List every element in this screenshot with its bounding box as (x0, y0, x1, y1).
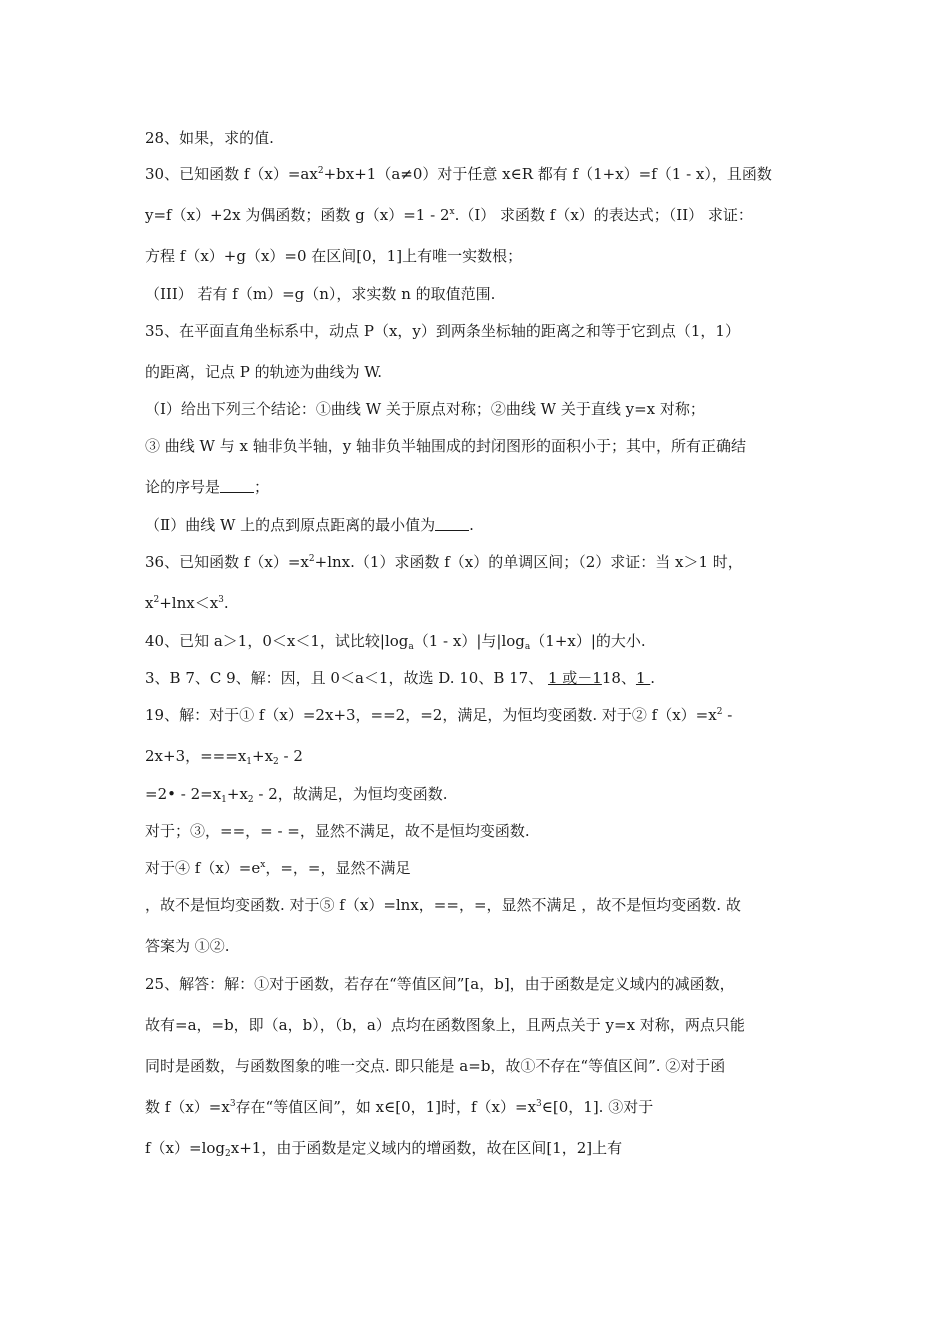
question-35-line-4: ③ 曲线 W 与 x 轴非负半轴，y 轴非负半轴围成的封闭图形的面积小于；其中，所有正确结 (145, 437, 746, 455)
answer-25-line-2: 故有=a，=b，即（a，b），（b，a）点均在函数图象上，且两点关于 y=x 对称，两点只能 (145, 1016, 745, 1034)
answer-19-line-5: 对于④ $f(x)=e^x$，=，=，显然不满足 (145, 859, 411, 877)
question-35-line-6: （Ⅱ）曲线 W 上的点到原点距离的最小值为 . (145, 516, 474, 534)
answer-19-line-6: ，故不是恒均变函数. 对于⑤ f（x）=lnx，==，=，显然不满足 ，故不是恒均变函数. 故 (145, 896, 741, 914)
question-35-line-2: 的距离，记点 P 的轨迹为曲线为 W. (145, 363, 382, 381)
answer-blank (435, 516, 469, 531)
answer-25-line-4: 数 $f(x)=x^3$存在“等值区间”，如 x∈[0，1]时，$f(x)=x^3\in[0$，1]. ③对于 (145, 1098, 654, 1116)
question-36-line-2: $x^2+\ln x<x^3$. (145, 594, 229, 612)
question-40: 40、已知 a＞1，0＜x＜1，试比较$|\log_a(1 - x)|$与$|\log_a(1+x)|$的大小. (145, 632, 646, 652)
answer-25-line-1: 25、解答：解：①对于函数，若存在“等值区间”[a，b]，由于函数是定义域内的减函数， (145, 975, 735, 993)
answer-19-line-2: 2x+3，$===x_1+x_2 - 2$ (145, 747, 303, 767)
question-35-line-1: 35、在平面直角坐标系中，动点 P（x，y）到两条坐标轴的距离之和等于它到点（1，1） (145, 322, 740, 340)
question-30-line-4: （III） 若有 f（m）=g（n），求实数 n 的取值范围. (145, 285, 496, 303)
answer-19-line-7: 答案为 ①②. (145, 937, 230, 955)
question-35-line-5: 论的序号是 ； (145, 478, 270, 496)
answer-blank (220, 478, 254, 493)
answer-19-line-3: =2• - $2=x_1+x_2 - 2$，故满足，为恒均变函数. (145, 785, 448, 805)
question-30-line-2: y=f（x）+2x 为偶函数；函数 g（x）=1 - 2$^x$.（I） 求函数 f（x）的表达式；（II） 求证： (145, 206, 753, 224)
question-30-line-1: 30、已知函数 $f(x)=ax^2+bx+1(a\ne 0)$对于任意 x∈R 都有 f（1+x）=f（1 - x），且函数 (145, 165, 772, 183)
answer-25-line-3: 同时是函数，与函数图象的唯一交点. 即只能是 a=b，故①不存在“等值区间”. ②对于函 (145, 1057, 726, 1075)
answers-3-18: 3、B 7、C 9、解：因，且 0＜a＜1，故选 D. 10、B 17、 1 或－118、1 . (145, 669, 656, 687)
answer-19-line-4: 对于；③，==，= - =，显然不满足，故不是恒均变函数. (145, 822, 530, 840)
question-30-line-3: 方程 f（x）+g（x）=0 在区间[0，1]上有唯一实数根； (145, 247, 523, 265)
answer-25-line-5: $f(x)=\log_2x+1$，由于函数是定义域内的增函数，故在区间[1，2]上有 (145, 1139, 623, 1159)
question-28: 28、如果，求的值. (145, 129, 274, 147)
question-36-line-1: 36、已知函数 $f(x)=x^2+\ln x.(1)$求函数 f（x）的单调区间；（2）求证：当 x＞1 时， (145, 553, 743, 571)
question-35-line-3: （Ⅰ）给出下列三个结论：①曲线 W 关于原点对称；②曲线 W 关于直线 y=x 对称； (145, 400, 705, 418)
answer-19-line-1: 19、解：对于① f（x）=2x+3，==2，=2，满足，为恒均变函数. 对于② $f(x)=x^2$ - (145, 706, 733, 724)
